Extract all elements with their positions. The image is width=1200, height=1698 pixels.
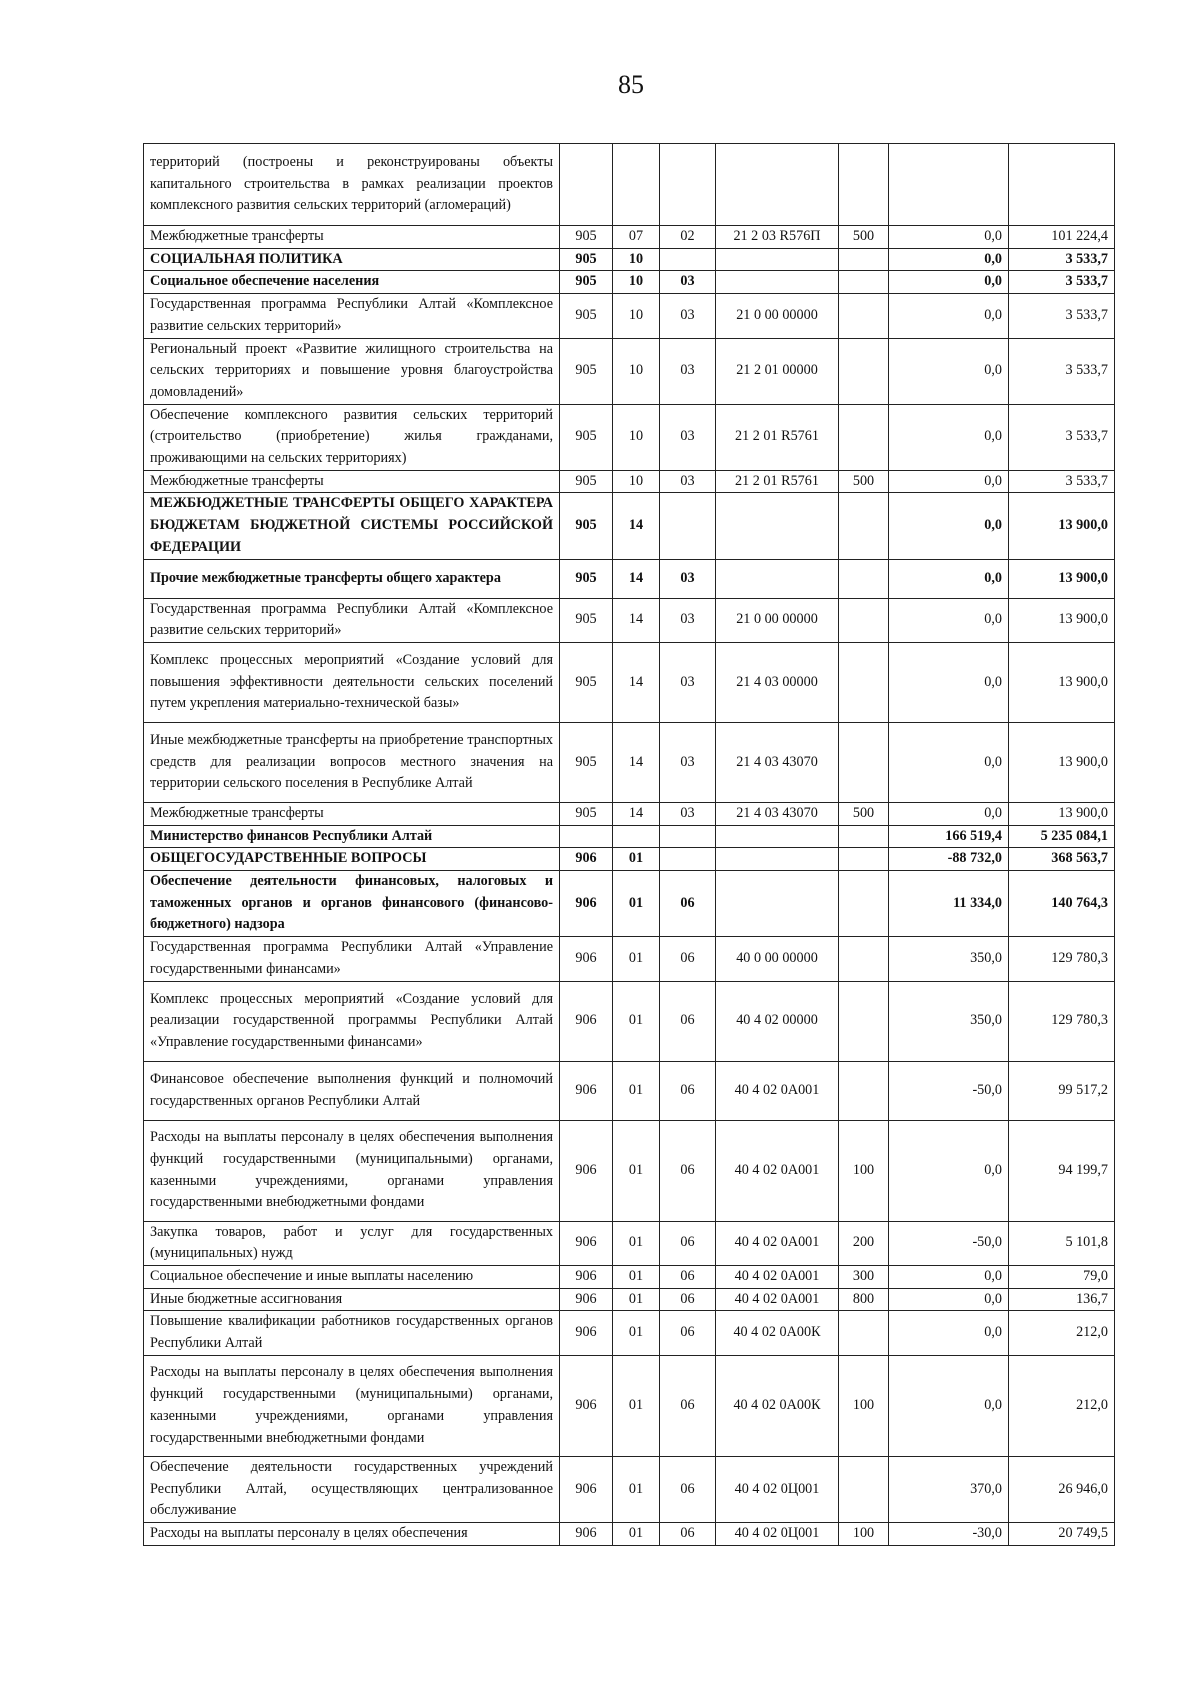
row-total-amount: 140 764,3 [1009, 871, 1115, 937]
row-change-amount: -88 732,0 [889, 848, 1009, 871]
row-subsection-code: 02 [660, 226, 716, 249]
row-name-cell: Комплекс процессных мероприятий «Создание условий для реализации государственной программы Республики Алтай «Управление государственными финансами» [144, 981, 560, 1061]
row-expense-type-code [839, 404, 889, 470]
row-target-article-code: 40 4 02 00000 [716, 981, 839, 1061]
row-change-amount: 0,0 [889, 722, 1009, 802]
row-name-cell: территорий (построены и реконструированы объекты капитального строительства в рамках реализации проектов комплексного развития сельских территорий (агломераций) [144, 144, 560, 226]
row-subsection-code: 03 [660, 559, 716, 598]
row-name-cell: Социальное обеспечение и иные выплаты населению [144, 1265, 560, 1288]
row-section-code: 07 [613, 226, 660, 249]
row-total-amount: 3 533,7 [1009, 294, 1115, 338]
row-subsection-code [660, 493, 716, 559]
row-expense-type-code [839, 144, 889, 226]
row-name-cell: Расходы на выплаты персоналу в целях обеспечения [144, 1522, 560, 1545]
row-gr-code: 905 [560, 802, 613, 825]
row-target-article-code: 21 0 00 00000 [716, 294, 839, 338]
row-change-amount: 0,0 [889, 404, 1009, 470]
row-expense-type-code: 100 [839, 1355, 889, 1456]
row-section-code: 01 [613, 1221, 660, 1265]
row-section-code: 14 [613, 802, 660, 825]
row-expense-type-code [839, 598, 889, 642]
row-name-cell: Государственная программа Республики Алтай «Комплексное развитие сельских территорий» [144, 294, 560, 338]
row-section-code: 10 [613, 338, 660, 404]
row-section-code: 01 [613, 1456, 660, 1522]
table-row [144, 642, 1115, 722]
row-total-amount: 136,7 [1009, 1288, 1115, 1311]
row-name-cell: Обеспечение деятельности государственных учреждений Республики Алтай, осуществляющих централизованное обслуживание [144, 1456, 560, 1522]
row-change-amount: 350,0 [889, 937, 1009, 981]
row-expense-type-code [839, 294, 889, 338]
row-section-code: 14 [613, 598, 660, 642]
row-target-article-code [716, 871, 839, 937]
row-section-code: 01 [613, 1522, 660, 1545]
row-gr-code: 906 [560, 871, 613, 937]
row-subsection-code: 03 [660, 404, 716, 470]
row-section-code: 01 [613, 1311, 660, 1355]
row-target-article-code: 40 4 02 0А001 [716, 1265, 839, 1288]
table-row [144, 1061, 1115, 1120]
row-gr-code: 905 [560, 493, 613, 559]
row-target-article-code: 21 2 01 00000 [716, 338, 839, 404]
row-gr-code: 906 [560, 1120, 613, 1221]
row-section-code: 01 [613, 848, 660, 871]
budget-table [143, 143, 1115, 1546]
row-change-amount: 0,0 [889, 1311, 1009, 1355]
row-expense-type-code [839, 642, 889, 722]
row-change-amount: 0,0 [889, 598, 1009, 642]
row-total-amount: 13 900,0 [1009, 642, 1115, 722]
row-name-cell: Межбюджетные трансферты [144, 226, 560, 249]
row-target-article-code [716, 248, 839, 271]
row-section-code: 14 [613, 493, 660, 559]
row-gr-code: 906 [560, 1265, 613, 1288]
row-expense-type-code: 100 [839, 1522, 889, 1545]
row-expense-type-code [839, 825, 889, 848]
table-row [144, 470, 1115, 493]
table-row [144, 825, 1115, 848]
row-total-amount: 20 749,5 [1009, 1522, 1115, 1545]
row-subsection-code: 03 [660, 271, 716, 294]
row-section-code [613, 144, 660, 226]
row-section-code: 01 [613, 981, 660, 1061]
row-change-amount: -50,0 [889, 1221, 1009, 1265]
row-target-article-code: 21 4 03 00000 [716, 642, 839, 722]
row-expense-type-code [839, 981, 889, 1061]
row-target-article-code [716, 144, 839, 226]
row-expense-type-code: 100 [839, 1120, 889, 1221]
row-total-amount: 5 101,8 [1009, 1221, 1115, 1265]
table-row [144, 226, 1115, 249]
table-row [144, 338, 1115, 404]
row-total-amount: 3 533,7 [1009, 470, 1115, 493]
row-subsection-code: 03 [660, 338, 716, 404]
row-gr-code: 905 [560, 470, 613, 493]
row-name-cell: СОЦИАЛЬНАЯ ПОЛИТИКА [144, 248, 560, 271]
row-expense-type-code [839, 937, 889, 981]
row-name-cell: Расходы на выплаты персоналу в целях обеспечения выполнения функций государственными (муниципальными) органами, казенными учреждениями, органами управления государственными внебюджетными фондами [144, 1355, 560, 1456]
row-total-amount: 94 199,7 [1009, 1120, 1115, 1221]
row-target-article-code [716, 271, 839, 294]
row-change-amount: 0,0 [889, 493, 1009, 559]
row-expense-type-code [839, 1311, 889, 1355]
row-name-cell: Государственная программа Республики Алтай «Управление государственными финансами» [144, 937, 560, 981]
row-subsection-code: 06 [660, 1221, 716, 1265]
row-subsection-code: 06 [660, 871, 716, 937]
row-expense-type-code [839, 493, 889, 559]
row-target-article-code: 21 2 03 R576П [716, 226, 839, 249]
table-row [144, 848, 1115, 871]
row-name-cell: Межбюджетные трансферты [144, 470, 560, 493]
row-subsection-code: 03 [660, 722, 716, 802]
row-change-amount: 0,0 [889, 559, 1009, 598]
row-gr-code [560, 825, 613, 848]
table-row [144, 248, 1115, 271]
row-gr-code: 905 [560, 248, 613, 271]
row-target-article-code: 21 0 00 00000 [716, 598, 839, 642]
row-change-amount: 166 519,4 [889, 825, 1009, 848]
table-row [144, 722, 1115, 802]
row-gr-code: 905 [560, 338, 613, 404]
table-row [144, 1288, 1115, 1311]
row-change-amount [889, 144, 1009, 226]
table-row [144, 871, 1115, 937]
row-change-amount: 350,0 [889, 981, 1009, 1061]
row-name-cell: Межбюджетные трансферты [144, 802, 560, 825]
row-name-cell: Повышение квалификации работников государственных органов Республики Алтай [144, 1311, 560, 1355]
row-gr-code: 906 [560, 1456, 613, 1522]
row-change-amount: 0,0 [889, 470, 1009, 493]
table-row [144, 981, 1115, 1061]
row-name-cell: Закупка товаров, работ и услуг для государственных (муниципальных) нужд [144, 1221, 560, 1265]
row-subsection-code [660, 848, 716, 871]
row-subsection-code: 06 [660, 1265, 716, 1288]
row-section-code: 14 [613, 559, 660, 598]
row-target-article-code: 40 4 02 0А001 [716, 1120, 839, 1221]
row-target-article-code: 21 2 01 R5761 [716, 470, 839, 493]
row-total-amount: 212,0 [1009, 1355, 1115, 1456]
row-total-amount: 212,0 [1009, 1311, 1115, 1355]
row-expense-type-code: 200 [839, 1221, 889, 1265]
row-change-amount: 0,0 [889, 1288, 1009, 1311]
row-gr-code: 905 [560, 642, 613, 722]
row-change-amount: 0,0 [889, 802, 1009, 825]
row-section-code: 01 [613, 871, 660, 937]
row-expense-type-code: 500 [839, 802, 889, 825]
table-row [144, 937, 1115, 981]
row-subsection-code: 03 [660, 598, 716, 642]
row-gr-code: 906 [560, 1061, 613, 1120]
row-name-cell: Региональный проект «Развитие жилищного строительства на сельских территориях и повышение уровня благоустройства домовладений» [144, 338, 560, 404]
row-gr-code: 906 [560, 1522, 613, 1545]
row-gr-code: 906 [560, 1355, 613, 1456]
row-subsection-code: 06 [660, 1120, 716, 1221]
row-section-code: 14 [613, 722, 660, 802]
row-total-amount: 13 900,0 [1009, 559, 1115, 598]
row-change-amount: -30,0 [889, 1522, 1009, 1545]
row-expense-type-code: 500 [839, 226, 889, 249]
row-name-cell: Обеспечение деятельности финансовых, налоговых и таможенных органов и органов финансового (финансово-бюджетного) надзора [144, 871, 560, 937]
row-expense-type-code [839, 559, 889, 598]
row-section-code: 01 [613, 1265, 660, 1288]
row-total-amount: 3 533,7 [1009, 248, 1115, 271]
row-total-amount: 101 224,4 [1009, 226, 1115, 249]
row-total-amount: 3 533,7 [1009, 338, 1115, 404]
row-target-article-code: 40 4 02 0А00К [716, 1311, 839, 1355]
row-total-amount: 13 900,0 [1009, 598, 1115, 642]
row-gr-code: 906 [560, 1288, 613, 1311]
row-subsection-code [660, 825, 716, 848]
row-change-amount: 0,0 [889, 1265, 1009, 1288]
row-gr-code: 906 [560, 848, 613, 871]
row-change-amount: 0,0 [889, 642, 1009, 722]
row-section-code: 10 [613, 271, 660, 294]
row-name-cell: Обеспечение комплексного развития сельских территорий (строительство (приобретение) жилья гражданами, проживающими на сельских территориях) [144, 404, 560, 470]
row-total-amount: 129 780,3 [1009, 981, 1115, 1061]
table-row [144, 144, 1115, 226]
row-change-amount: 0,0 [889, 271, 1009, 294]
row-target-article-code: 40 4 02 0А001 [716, 1061, 839, 1120]
row-subsection-code: 03 [660, 470, 716, 493]
row-name-cell: ОБЩЕГОСУДАРСТВЕННЫЕ ВОПРОСЫ [144, 848, 560, 871]
row-expense-type-code: 300 [839, 1265, 889, 1288]
row-change-amount: 0,0 [889, 1120, 1009, 1221]
table-row [144, 294, 1115, 338]
row-name-cell: МЕЖБЮДЖЕТНЫЕ ТРАНСФЕРТЫ ОБЩЕГО ХАРАКТЕРА БЮДЖЕТАМ БЮДЖЕТНОЙ СИСТЕМЫ РОССИЙСКОЙ ФЕДЕРАЦИИ [144, 493, 560, 559]
table-row [144, 1265, 1115, 1288]
row-name-cell: Комплекс процессных мероприятий «Создание условий для повышения эффективности деятельности сельских поселений путем укрепления материально-технической базы» [144, 642, 560, 722]
row-name-cell: Прочие межбюджетные трансферты общего характера [144, 559, 560, 598]
row-target-article-code: 40 4 02 0Ц001 [716, 1522, 839, 1545]
row-section-code: 10 [613, 404, 660, 470]
table-row [144, 493, 1115, 559]
row-subsection-code [660, 248, 716, 271]
row-subsection-code: 06 [660, 1311, 716, 1355]
row-change-amount: 0,0 [889, 294, 1009, 338]
row-section-code [613, 825, 660, 848]
row-target-article-code: 40 4 02 0Ц001 [716, 1456, 839, 1522]
table-row [144, 1221, 1115, 1265]
table-row [144, 1456, 1115, 1522]
row-gr-code: 905 [560, 722, 613, 802]
table-row [144, 1311, 1115, 1355]
row-change-amount: 0,0 [889, 1355, 1009, 1456]
row-section-code: 01 [613, 1061, 660, 1120]
row-gr-code: 905 [560, 404, 613, 470]
row-gr-code: 906 [560, 981, 613, 1061]
row-subsection-code: 03 [660, 642, 716, 722]
page-number: 85 [618, 70, 644, 99]
row-gr-code: 905 [560, 271, 613, 294]
row-subsection-code [660, 144, 716, 226]
row-subsection-code: 06 [660, 1355, 716, 1456]
row-name-cell: Иные бюджетные ассигнования [144, 1288, 560, 1311]
row-expense-type-code [839, 1456, 889, 1522]
row-target-article-code: 40 4 02 0А001 [716, 1221, 839, 1265]
row-section-code: 01 [613, 1288, 660, 1311]
row-section-code: 01 [613, 937, 660, 981]
row-total-amount: 368 563,7 [1009, 848, 1115, 871]
row-total-amount: 13 900,0 [1009, 722, 1115, 802]
table-row [144, 598, 1115, 642]
row-change-amount: -50,0 [889, 1061, 1009, 1120]
row-expense-type-code: 800 [839, 1288, 889, 1311]
row-target-article-code: 40 4 02 0А001 [716, 1288, 839, 1311]
row-section-code: 10 [613, 294, 660, 338]
row-total-amount: 5 235 084,1 [1009, 825, 1115, 848]
row-change-amount: 370,0 [889, 1456, 1009, 1522]
row-gr-code [560, 144, 613, 226]
row-section-code: 01 [613, 1120, 660, 1221]
table-row [144, 1355, 1115, 1456]
row-section-code: 14 [613, 642, 660, 722]
row-change-amount: 11 334,0 [889, 871, 1009, 937]
row-target-article-code: 21 4 03 43070 [716, 802, 839, 825]
row-subsection-code: 06 [660, 1456, 716, 1522]
row-total-amount: 99 517,2 [1009, 1061, 1115, 1120]
row-target-article-code [716, 825, 839, 848]
row-name-cell: Иные межбюджетные трансферты на приобретение транспортных средств для реализации вопросов местного значения на территории сельского поселения в Республике Алтай [144, 722, 560, 802]
row-change-amount: 0,0 [889, 248, 1009, 271]
row-total-amount: 3 533,7 [1009, 404, 1115, 470]
row-subsection-code: 03 [660, 802, 716, 825]
row-target-article-code: 21 2 01 R5761 [716, 404, 839, 470]
table-row [144, 1120, 1115, 1221]
row-expense-type-code [839, 848, 889, 871]
row-expense-type-code: 500 [839, 470, 889, 493]
row-expense-type-code [839, 722, 889, 802]
table-row [144, 404, 1115, 470]
row-change-amount: 0,0 [889, 338, 1009, 404]
row-target-article-code [716, 848, 839, 871]
table-row [144, 271, 1115, 294]
row-expense-type-code [839, 871, 889, 937]
row-gr-code: 905 [560, 559, 613, 598]
row-section-code: 01 [613, 1355, 660, 1456]
row-gr-code: 905 [560, 294, 613, 338]
row-target-article-code [716, 493, 839, 559]
row-total-amount: 79,0 [1009, 1265, 1115, 1288]
table-row [144, 1522, 1115, 1545]
row-change-amount: 0,0 [889, 226, 1009, 249]
table-row [144, 802, 1115, 825]
row-subsection-code: 06 [660, 937, 716, 981]
row-gr-code: 906 [560, 1311, 613, 1355]
row-target-article-code: 40 0 00 00000 [716, 937, 839, 981]
row-gr-code: 906 [560, 937, 613, 981]
row-gr-code: 906 [560, 1221, 613, 1265]
row-gr-code: 905 [560, 598, 613, 642]
row-name-cell: Государственная программа Республики Алтай «Комплексное развитие сельских территорий» [144, 598, 560, 642]
row-total-amount: 13 900,0 [1009, 802, 1115, 825]
row-total-amount: 3 533,7 [1009, 271, 1115, 294]
row-subsection-code: 06 [660, 1522, 716, 1545]
row-total-amount: 129 780,3 [1009, 937, 1115, 981]
row-name-cell: Социальное обеспечение населения [144, 271, 560, 294]
row-subsection-code: 06 [660, 1288, 716, 1311]
row-name-cell: Расходы на выплаты персоналу в целях обеспечения выполнения функций государственными (муниципальными) органами, казенными учреждениями, органами управления государственными внебюджетными фондами [144, 1120, 560, 1221]
row-expense-type-code [839, 1061, 889, 1120]
row-section-code: 10 [613, 470, 660, 493]
row-total-amount [1009, 144, 1115, 226]
table-row [144, 559, 1115, 598]
row-gr-code: 905 [560, 226, 613, 249]
row-name-cell: Министерство финансов Республики Алтай [144, 825, 560, 848]
row-subsection-code: 06 [660, 1061, 716, 1120]
row-total-amount: 13 900,0 [1009, 493, 1115, 559]
row-subsection-code: 03 [660, 294, 716, 338]
row-target-article-code: 21 4 03 43070 [716, 722, 839, 802]
row-section-code: 10 [613, 248, 660, 271]
row-subsection-code: 06 [660, 981, 716, 1061]
row-target-article-code [716, 559, 839, 598]
row-expense-type-code [839, 271, 889, 294]
row-total-amount: 26 946,0 [1009, 1456, 1115, 1522]
row-expense-type-code [839, 338, 889, 404]
row-target-article-code: 40 4 02 0А00К [716, 1355, 839, 1456]
row-expense-type-code [839, 248, 889, 271]
row-name-cell: Финансовое обеспечение выполнения функций и полномочий государственных органов Республики Алтай [144, 1061, 560, 1120]
